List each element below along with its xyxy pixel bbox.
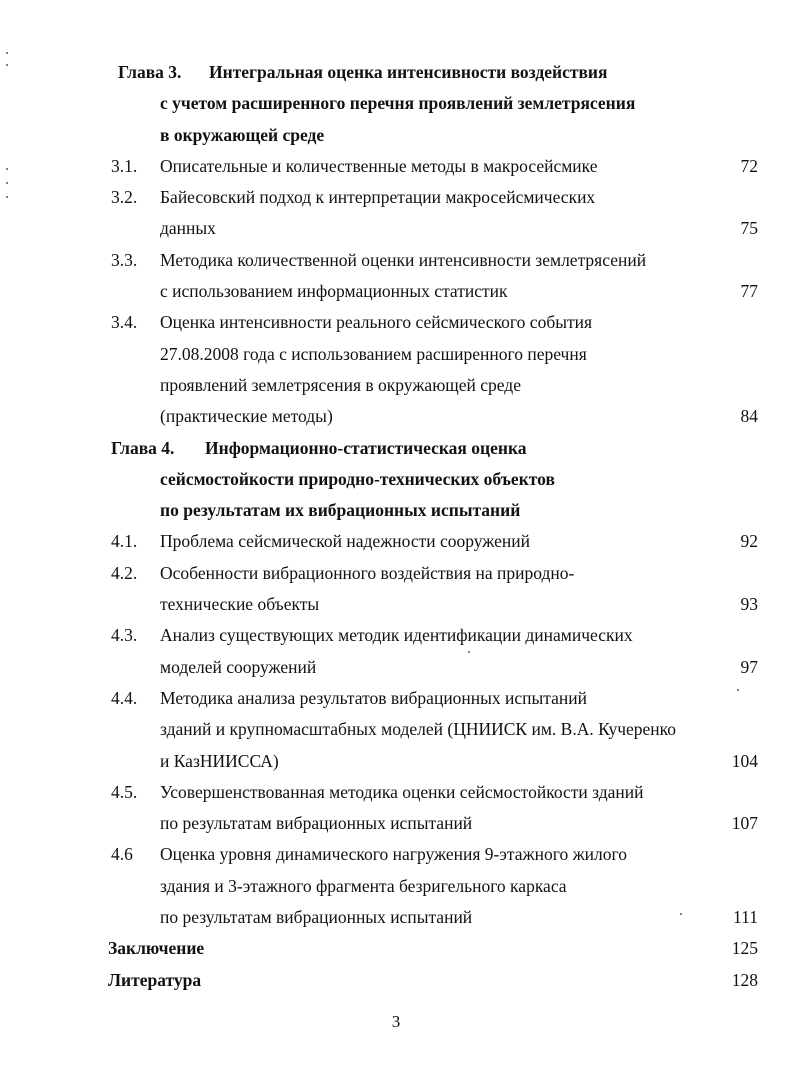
section-number: 4.2. [111, 562, 138, 583]
section-title-cont: 27.08.2008 года с использованием расширенного перечня [160, 343, 587, 364]
section-number: 3.3. [111, 249, 138, 270]
toc-entry-3-4-cont-1 [108, 339, 762, 370]
conclusion-label: Заключение [108, 938, 205, 959]
scan-speck [6, 64, 8, 66]
section-number: 4.6 [111, 844, 133, 865]
section-title: Методика количественной оценки интенсивности землетрясений [160, 249, 647, 270]
literature-label: Литература [108, 969, 202, 990]
section-title: Особенности вибрационного воздействия на природно- [160, 562, 575, 583]
toc-entry-4-2-cont [108, 589, 762, 620]
page-ref: 107 [731, 813, 758, 834]
toc-entry-3-2 [108, 182, 762, 213]
toc-entry-4-5 [108, 777, 762, 808]
chapter-4-heading [108, 433, 762, 464]
toc-entry-4-5-cont [108, 808, 762, 839]
chapter-3-title-line-3: в окружающей среде [160, 124, 325, 145]
toc-entry-4-4 [108, 683, 762, 714]
chapter-4-title-line-2: сейсмостойкости природно-технических объектов [160, 468, 555, 489]
scan-speck [6, 52, 8, 54]
section-number: 4.4. [111, 687, 138, 708]
toc-entry-literature [108, 965, 762, 996]
page-ref: 92 [740, 531, 758, 552]
chapter-3-title-line-1: Интегральная оценка интенсивности воздействия [209, 62, 608, 82]
section-title-cont: данных [160, 218, 216, 239]
page-ref: 93 [740, 594, 758, 615]
section-number: 4.1. [111, 531, 138, 552]
toc-entry-conclusion [108, 933, 762, 964]
section-title: Методика анализа результатов вибрационных испытаний [160, 687, 588, 708]
page-ref: 104 [731, 750, 758, 771]
section-title: Байесовский подход к интерпретации макросейсмических [160, 187, 596, 208]
chapter-4-title-line-3: по результатам их вибрационных испытаний [160, 500, 521, 521]
toc-entry-3-4-cont-3 [108, 401, 762, 432]
chapter-4-title-row-3 [108, 495, 762, 526]
toc-entry-3-3 [108, 245, 762, 276]
section-title-cont: и КазНИИССА) [160, 750, 279, 771]
section-title-cont: проявлений землетрясения в окружающей среде [160, 374, 521, 395]
scan-speck [6, 182, 8, 184]
section-title-cont: здания и 3-этажного фрагмента безригельного каркаса [160, 875, 567, 896]
page-ref: 77 [740, 281, 758, 302]
table-of-contents [108, 57, 762, 996]
page-ref: 97 [740, 656, 758, 677]
scan-speck [737, 689, 739, 691]
chapter-4-title-row-2 [108, 464, 762, 495]
toc-entry-4-3 [108, 620, 762, 651]
section-title-cont: моделей сооружений [160, 656, 317, 677]
chapter-3-heading [108, 57, 762, 88]
scan-speck [6, 196, 8, 198]
toc-entry-4-3-cont [108, 652, 762, 683]
toc-entry-4-6-cont-2 [108, 902, 762, 933]
section-title-cont: по результатам вибрационных испытаний [160, 907, 473, 928]
section-title-cont: зданий и крупномасштабных моделей (ЦНИИСК им. В.А. Кучеренко [160, 719, 677, 740]
toc-entry-4-4-cont-2 [108, 746, 762, 777]
toc-entry-4-1 [108, 526, 762, 557]
chapter-3-title-row-2 [108, 88, 762, 119]
section-title: Проблема сейсмической надежности сооружений [160, 531, 531, 552]
toc-entry-3-3-cont [108, 276, 762, 307]
page-ref: 125 [731, 938, 758, 959]
section-title-cont: по результатам вибрационных испытаний [160, 813, 473, 834]
scan-speck [468, 651, 470, 653]
section-title: Анализ существующих методик идентификации динамических [160, 625, 633, 646]
scan-speck [680, 913, 682, 915]
chapter-4-title-line-1: Информационно-статистическая оценка [205, 437, 527, 458]
section-number: 3.2. [111, 187, 138, 208]
section-number: 3.1. [111, 155, 138, 176]
chapter-3-title-line-2: с учетом расширенного перечня проявлений землетрясения [160, 93, 636, 114]
page-ref: 84 [740, 406, 758, 427]
page-ref: 72 [740, 155, 758, 176]
chapter-3-title-row-3 [108, 120, 762, 151]
section-title: Описательные и количественные методы в макросейсмике [160, 155, 598, 176]
toc-entry-3-2-cont [108, 213, 762, 244]
section-title: Оценка интенсивности реального сейсмического события [160, 312, 593, 333]
section-title-cont: (практические методы) [160, 406, 333, 427]
toc-entry-4-6-cont-1 [108, 871, 762, 902]
page-ref: 75 [740, 218, 758, 239]
section-title-cont: с использованием информационных статистик [160, 281, 508, 302]
toc-entry-4-6 [108, 839, 762, 870]
section-number: 4.5. [111, 781, 138, 802]
toc-entry-3-4 [108, 307, 762, 338]
toc-entry-4-4-cont-1 [108, 714, 762, 745]
chapter-4-label: Глава 4. [111, 437, 175, 458]
section-number: 4.3. [111, 625, 138, 646]
scan-speck [6, 168, 8, 170]
page-ref: 128 [731, 969, 758, 990]
page-ref: 111 [733, 907, 758, 928]
toc-entry-4-2 [108, 558, 762, 589]
toc-entry-3-1 [108, 151, 762, 182]
section-title: Усовершенствованная методика оценки сейсмостойкости зданий [160, 781, 644, 802]
toc-entry-3-4-cont-2 [108, 370, 762, 401]
section-title-cont: технические объекты [160, 594, 320, 615]
page-number: 3 [391, 1012, 401, 1031]
chapter-3-label: Глава 3. [118, 62, 182, 82]
section-title: Оценка уровня динамического нагружения 9-этажного жилого [160, 844, 628, 865]
section-number: 3.4. [111, 312, 138, 333]
